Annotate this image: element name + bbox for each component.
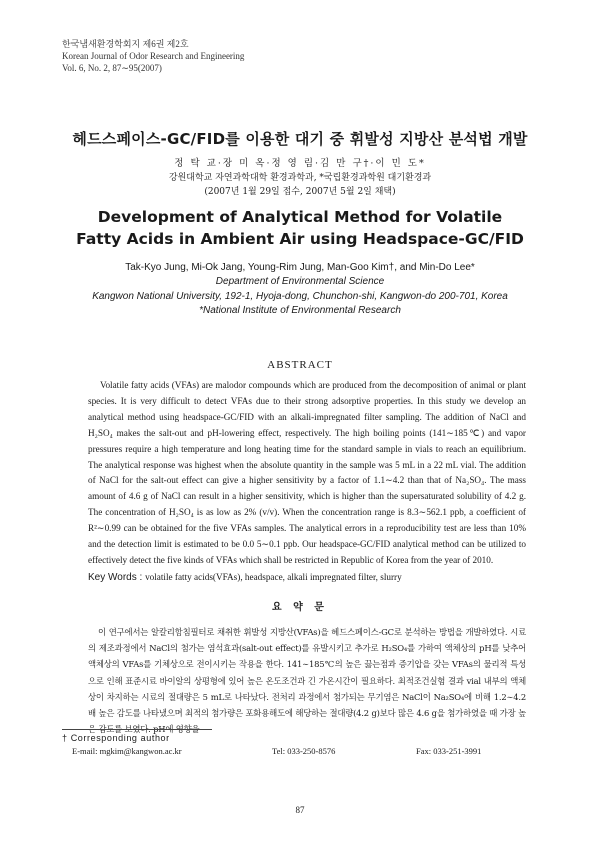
journal-name-english: Korean Journal of Odor Research and Engineering: [62, 51, 245, 61]
english-department: Department of Environmental Science: [215, 276, 385, 287]
korean-dates: (2007년 1월 29일 접수, 2007년 5월 2일 채택): [204, 187, 396, 197]
footnote-fax: Fax: 033-251-3991: [416, 746, 482, 756]
footnote-tel: Tel: 033-250-8576: [272, 746, 336, 756]
english-authors: Tak-Kyo Jung, Mi-Ok Jang, Young-Rim Jung, Man-Goo Kim†, and Min-Do Lee*: [125, 262, 475, 273]
korean-title: 헤드스페이스-GC/FID를 이용한 대기 중 휘발성 지방산 분석법 개발: [72, 130, 528, 148]
footnote-email: E-mail: mgkim@kangwon.ac.kr: [72, 746, 182, 756]
footnote-label: † Corresponding author: [62, 733, 170, 743]
keywords: [88, 572, 538, 583]
abstract-text: Volatile fatty acids (VFAs) are malodor compounds which are produced from the decomposition of animal or plant species. It is very difficult to detect VFAs due to their strong adsorptive properties. In this study we develop an analytical method using headspace-GC/FID with an alkali-impregnated filter sampling. The addition of NaCl and H₂SO₄ makes the salt-out and pH-lowering effect, respectively. The high boiling points (141∼185℃) and vapor pressures require a high temperature and long heating time for the standard sample in vials to reach an equilibrium. The analytical response was highest when the absolute quantity in the sample was 5 mL in a 22 mL vial. The addition of NaCl for the salt-out effect can give a higher sensitivity by a factor of 1.1∼4.2 than that of Na₂SO₄. The mass amount of 4.6 g of NaCl can result in a higher sensitivity, which is higher than the supersaturated solubility of 4.2 g. The concentration of H₂SO₄ is as low as 2% (v/v). When the concentration range is 8.3∼562.1 ppb, a coefficient of R²∼0.99 can be obtained for the five VFAs samples. The analytical errors in a reproducibility test are less than 10% and the detection limit is estimated to be 0.0 5∼0.1 ppb. Our headspace-GC/FID analytical method can be utilized to effectively detect the five kinds of VFAs which shall be restricted in Republic of Korea from the year of 2010.: [88, 380, 526, 565]
footnote-divider: [62, 729, 212, 730]
journal-volume: Vol. 6, No. 2, 87∼95(2007): [62, 63, 162, 73]
journal-header: [62, 38, 244, 74]
english-nier-affiliation: *National Institute of Environmental Research: [199, 305, 401, 316]
korean-affiliation: 강원대학교 자연과학대학 환경과학과, *국립환경과학원 대기환경과: [168, 173, 432, 183]
journal-name-korean: 한국냄새환경학회지 제6권 제2호: [62, 39, 189, 49]
korean-abstract-heading: 요 약 문: [272, 602, 328, 613]
korean-authors: 정 탁 교·장 미 옥·정 영 림·김 만 구†·이 민 도*: [174, 158, 426, 169]
english-title-line2: Fatty Acids in Ambient Air using Headspace-GC/FID: [76, 230, 524, 248]
abstract-heading: ABSTRACT: [267, 359, 333, 371]
korean-abstract-text: 이 연구에서는 알칼리함침필터로 채취한 휘발성 지방산(VFAs)을 헤드스페이스-GC로 분석하는 방법을 개발하였다. 시료의 제조과정에서 NaCl의 첨가는 염석효과(salt-out effect)를 유발시키고 추가로 H₂SO₄를 가하여 액체상의 pH를 낮추어 액체상의 VFAs를 기체상으로 전이시키는 작용을 한다. 141∼185℃의 높은 끓는점과 증기압을 갖는 VFAs의 물리적 특성으로 인해 표준시료 바이알의 상평형에 있어 높은 온도조건과 긴 가온시간이 필요하다. 최적조건실험 결과 vial 내부의 액체상이 차지하는 시료의 절대량은 5 mL로 나타났다. 전처리 과정에서 첨가되는 무기염은 NaCl이 Na₂SO₄에 비해 1.2∼4.2배 높은 감도를 나타냈으며 최적의 첨가량은 포화용해도에 해당하는 절대량(4.2 g)보다 많은 4.6 g을 첨가하였을 때 가장 높은 감도를 보였다. pH에 영향을: [88, 627, 526, 735]
keywords-label: Key Words :: [88, 572, 143, 583]
page-number: 87: [295, 805, 305, 815]
keywords-value: volatile fatty acids(VFAs), headspace, alkali impregnated filter, slurry: [145, 572, 402, 582]
english-title-line1: Development of Analytical Method for Volatile: [97, 208, 503, 226]
english-title: [0, 206, 600, 250]
english-university: Kangwon National University, 192-1, Hyoja-dong, Chunchon-shi, Kangwon-do 200-701, Korea: [92, 291, 508, 302]
